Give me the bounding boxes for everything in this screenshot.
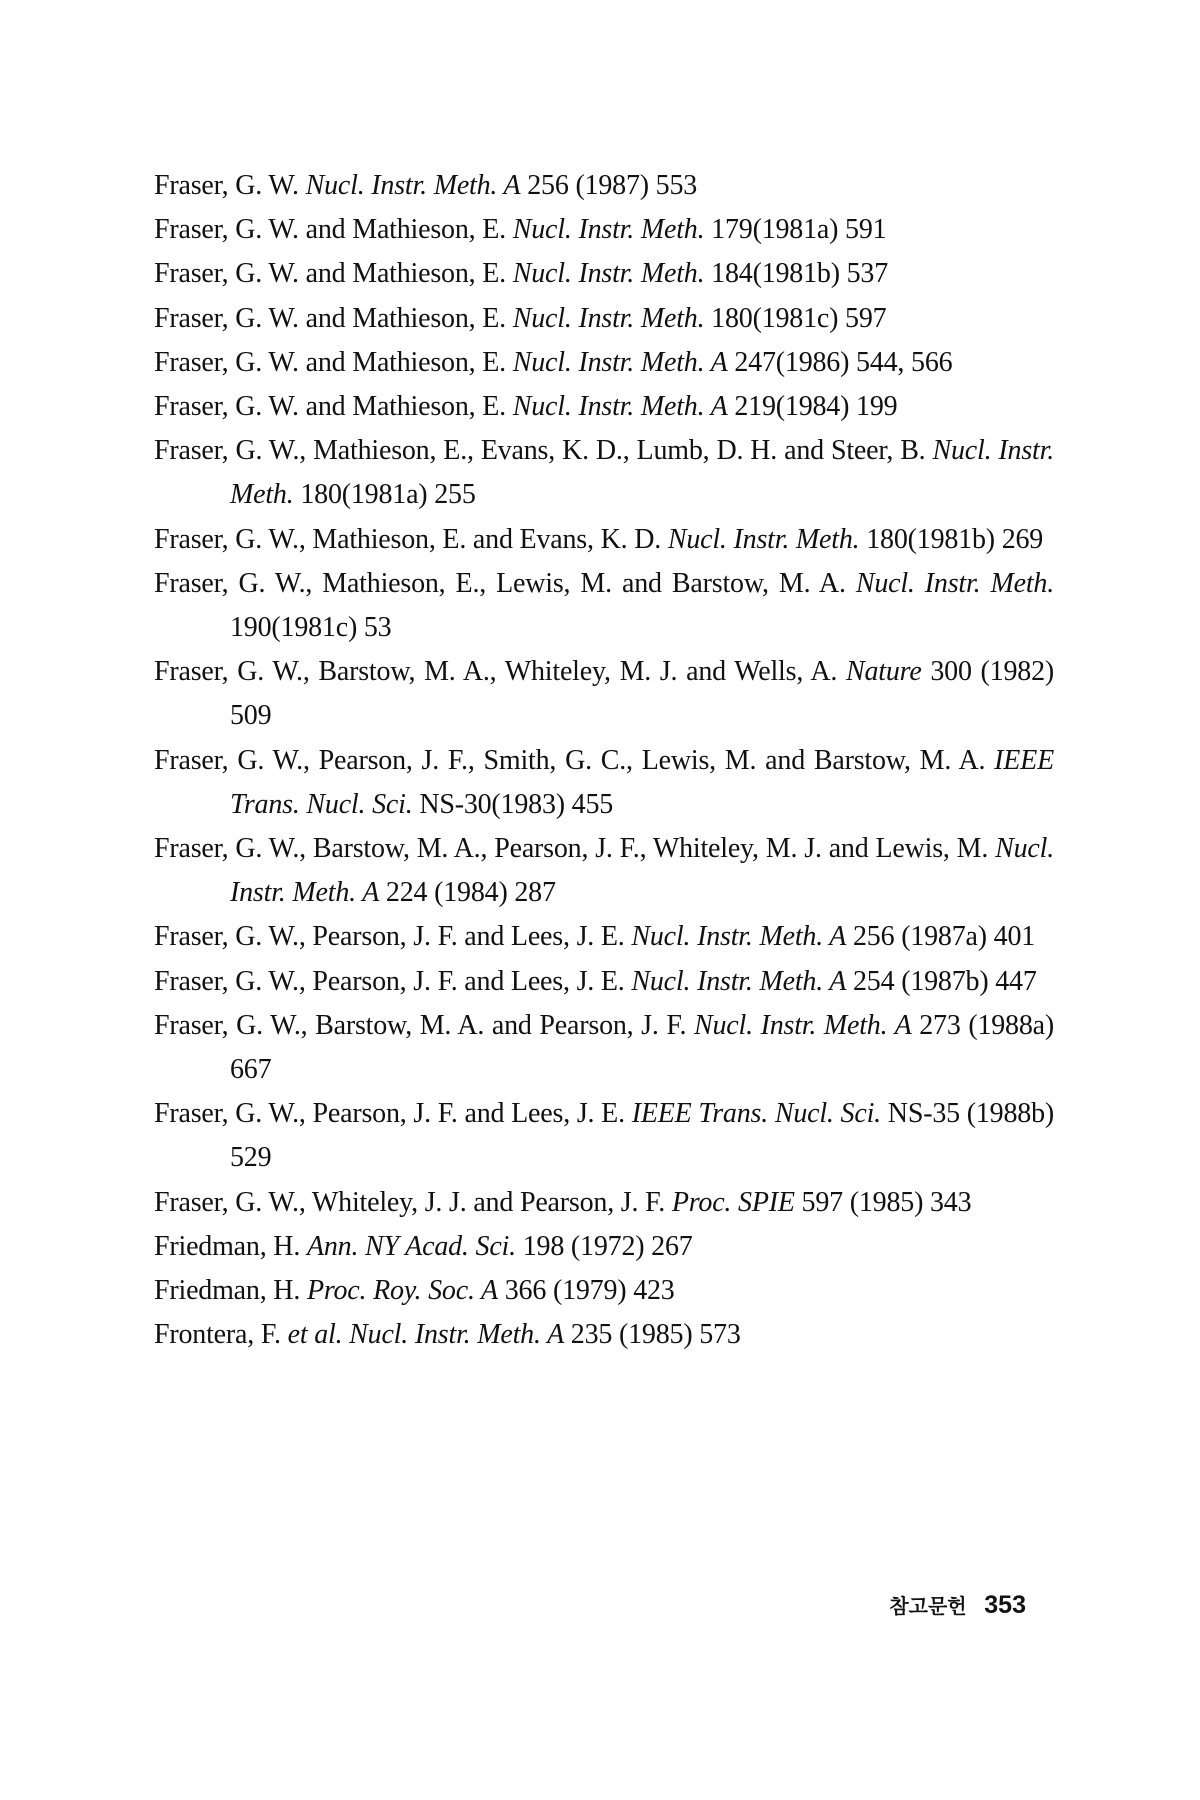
reference-text: Fraser, G. W. and Mathieson, E. xyxy=(154,346,513,378)
journal-title: Nucl. Instr. Meth. A xyxy=(512,346,728,378)
reference-text: Fraser, G. W. and Mathieson, E. xyxy=(154,302,513,334)
reference-entry xyxy=(154,915,1054,959)
reference-entry xyxy=(154,1004,1054,1092)
journal-title: Ann. NY Acad. Sci. xyxy=(306,1230,516,1262)
journal-title: Nucl. Instr. Meth. xyxy=(855,567,1055,599)
journal-title: IEEE Trans. Nucl. Sci. xyxy=(631,1098,881,1130)
reference-text: Fraser, G. W., Mathieson, E., Lewis, M. and Barstow, M. A. xyxy=(154,567,856,599)
reference-text: 180(1981c) 597 xyxy=(704,302,887,334)
journal-title: Nucl. Instr. Meth. A xyxy=(230,833,1054,909)
reference-text: 219(1984) 199 xyxy=(727,391,898,423)
journal-title: Nucl. Instr. Meth. A xyxy=(305,170,521,201)
reference-entry xyxy=(154,827,1054,915)
reference-text: Fraser, G. W., Pearson, J. F. and Lees, J. E. xyxy=(154,921,632,953)
reference-text: NS-30(1983) 455 xyxy=(412,788,614,820)
reference-entry xyxy=(154,252,1054,296)
reference-text: 247(1986) 544, 566 xyxy=(727,346,953,378)
reference-text: 190(1981c) 53 xyxy=(230,612,392,644)
journal-title: IEEE Trans. Nucl. Sci. xyxy=(230,744,1054,820)
reference-entry xyxy=(154,429,1054,517)
reference-entry xyxy=(154,1092,1054,1180)
reference-text: Fraser, G. W. and Mathieson, E. xyxy=(154,214,513,246)
reference-text: Fraser, G. W., Pearson, J. F. and Lees, J. E. xyxy=(154,1098,632,1130)
reference-text: Fraser, G. W., Barstow, M. A., Whiteley, M. J. and Wells, A. xyxy=(154,656,847,688)
reference-text: 179(1981a) 591 xyxy=(704,214,887,246)
journal-title: Nucl. Instr. Meth. A xyxy=(512,391,728,423)
reference-text: 184(1981b) 537 xyxy=(704,258,889,290)
journal-title: Nucl. Instr. Meth. xyxy=(512,258,705,290)
reference-text: 256 (1987) 553 xyxy=(520,170,698,201)
journal-title: Nucl. Instr. Meth. A xyxy=(631,965,847,997)
page-number: 353 xyxy=(984,1591,1026,1619)
page-footer xyxy=(889,1590,1026,1620)
reference-entry xyxy=(154,562,1054,650)
reference-entry xyxy=(154,1313,1054,1357)
reference-text: NS-35 (1988b) 529 xyxy=(230,1098,1054,1174)
journal-title: et al. Nucl. Instr. Meth. A xyxy=(287,1319,564,1351)
reference-entry xyxy=(154,385,1054,429)
reference-entry xyxy=(154,164,1054,208)
reference-text: Fraser, G. W., Pearson, J. F., Smith, G. C., Lewis, M. and Barstow, M. A. xyxy=(154,744,995,776)
reference-text: Friedman, H. xyxy=(154,1275,307,1307)
reference-text: 273 (1988a) 667 xyxy=(230,1009,1054,1086)
reference-entry xyxy=(154,650,1054,738)
reference-entry xyxy=(154,518,1054,562)
journal-title: Nucl. Instr. Meth. xyxy=(667,523,860,555)
reference-text: Fraser, G. W. and Mathieson, E. xyxy=(154,391,513,423)
reference-entry xyxy=(154,1181,1054,1225)
reference-text: 254 (1987b) 447 xyxy=(846,965,1037,997)
reference-entry xyxy=(154,341,1054,385)
reference-text: 180(1981b) 269 xyxy=(859,523,1044,555)
reference-list xyxy=(154,164,1054,1357)
reference-text: 300 (1982) 509 xyxy=(230,656,1055,732)
reference-text: Fraser, G. W., Whiteley, J. J. and Pearson, J. F. xyxy=(154,1186,672,1218)
reference-text: Fraser, G. W. xyxy=(154,170,306,201)
reference-text: 198 (1972) 267 xyxy=(515,1230,693,1262)
reference-text: Fraser, G. W., Barstow, M. A. and Pearson, J. F. xyxy=(154,1009,694,1041)
reference-text: Friedman, H. xyxy=(154,1230,307,1262)
reference-text: Fraser, G. W., Mathieson, E. and Evans, K. D. xyxy=(154,523,668,555)
reference-text: 224 (1984) 287 xyxy=(379,877,556,909)
journal-title: Nucl. Instr. Meth. xyxy=(512,302,705,334)
reference-text: 235 (1985) 573 xyxy=(564,1319,741,1351)
journal-title: Nucl. Instr. Meth. xyxy=(230,435,1054,511)
reference-entry xyxy=(154,1225,1054,1269)
reference-text: Fraser, G. W. and Mathieson, E. xyxy=(154,258,513,290)
reference-entry xyxy=(154,1269,1054,1313)
reference-text: Fraser, G. W., Mathieson, E., Evans, K. D., Lumb, D. H. and Steer, B. xyxy=(154,435,933,467)
reference-text: 180(1981a) 255 xyxy=(293,479,476,511)
journal-title: Nucl. Instr. Meth. A xyxy=(631,921,847,953)
reference-entry xyxy=(154,208,1054,252)
journal-title: Nucl. Instr. Meth. A xyxy=(694,1009,912,1041)
reference-text: Fraser, G. W., Pearson, J. F. and Lees, J. E. xyxy=(154,965,632,997)
reference-entry xyxy=(154,960,1054,1004)
journal-title: Nucl. Instr. Meth. xyxy=(512,214,705,246)
reference-text: Fraser, G. W., Barstow, M. A., Pearson, J. F., Whiteley, M. J. and Lewis, M. xyxy=(154,833,996,865)
journal-title: Nature xyxy=(846,656,922,688)
reference-text: 366 (1979) 423 xyxy=(497,1275,675,1307)
reference-text: 597 (1985) 343 xyxy=(794,1186,972,1218)
journal-title: Proc. Roy. Soc. A xyxy=(306,1275,498,1307)
reference-entry xyxy=(154,739,1054,827)
reference-entry xyxy=(154,297,1054,341)
reference-text: Frontera, F. xyxy=(154,1319,288,1351)
journal-title: Proc. SPIE xyxy=(671,1186,795,1218)
reference-text: 256 (1987a) 401 xyxy=(846,921,1036,953)
section-label: 참고문헌 xyxy=(889,1594,967,1618)
